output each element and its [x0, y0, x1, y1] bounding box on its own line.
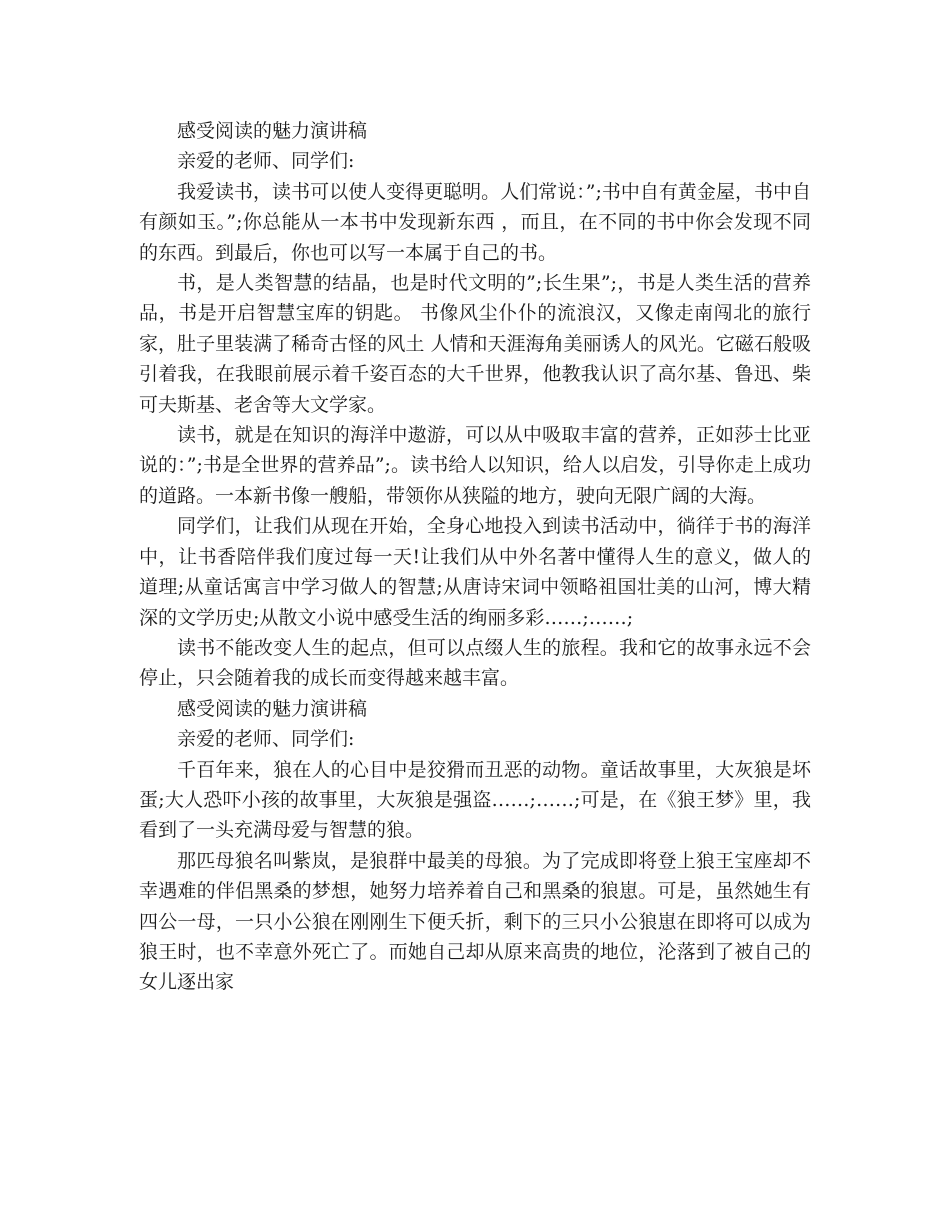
salutation: 亲爱的老师、同学们: [177, 150, 355, 173]
body-paragraph: 我爱读书，读书可以使人变得更聪明。人们常说：”;书中自有黄金屋，书中自有颜如玉。”;你总能从一本书中发现新东西 ，而且，在不同的书中你会发现不同的东西。到最后，你也可以写一本属于自己的书。 [139, 180, 811, 264]
speech-title: 感受阅读的魅力演讲稿 [177, 697, 368, 720]
speech-title: 感受阅读的魅力演讲稿 [177, 120, 368, 142]
body-paragraph: 读书不能改变人生的起点，但可以点缀人生的旅程。我和它的故事永远不会停止，只会随着我的成长而变得越来越丰富。 [139, 636, 811, 690]
body-paragraph: 同学们，让我们从现在开始，全身心地投入到读书活动中，徜徉于书的海洋中，让书香陪伴我们度过每一天!让我们从中外名著中懂得人生的意义，做人的道理;从童话寓言中学习做人的智慧;从唐诗宋词中领略祖国壮美的山河，博大精深的文学历史;从散文小说中感受生活的绚丽多彩……;……; [139, 515, 811, 629]
body-paragraph: 书，是人类智慧的结晶，也是时代文明的”;长生果”;，书是人类生活的营养品，书是开启智慧宝库的钥匙。 书像风尘仆仆的流浪汉，又像走南闯北的旅行家，肚子里装满了稀奇古怪的风土 人情和天涯海角美丽诱人的风光。它磁石般吸引着我，在我眼前展示着千姿百态的大千世界，他教我认识了高尔基、鲁迅、柴可夫斯基、老舍等大文学家。 [139, 272, 811, 416]
body-paragraph: 千百年来，狼在人的心目中是狡猾而丑恶的动物。童话故事里，大灰狼是坏蛋;大人恐吓小孩的故事里，大灰狼是强盗……;……;可是，在《狼王梦》里，我看到了一头充满母爱与智慧的狼。 [139, 758, 811, 842]
salutation: 亲爱的老师、同学们: [177, 728, 355, 751]
body-paragraph: 读书，就是在知识的海洋中遨游，可以从中吸取丰富的营养，正如莎士比亚说的：”;书是全世界的营养品”;。读书给人以知识，给人以启发，引导你走上成功的道路。一本新书像一艘船，带领你从狭隘的地方，驶向无限广阔的大海。 [139, 424, 811, 507]
body-paragraph: 那匹母狼名叫紫岚，是狼群中最美的母狼。为了完成即将登上狼王宝座却不幸遇难的伴侣黑桑的梦想，她努力培养着自己和黑桑的狼崽。可是，虽然她生有四公一母，一只小公狼在刚刚生下便夭折，剩下的三只小公狼崽在即将可以成为狼王时，也不幸意外死亡了。而她自己却从原来高贵的地位，沦落到了被自己的女儿逐出家 [139, 849, 811, 994]
document-body [139, 116, 811, 998]
